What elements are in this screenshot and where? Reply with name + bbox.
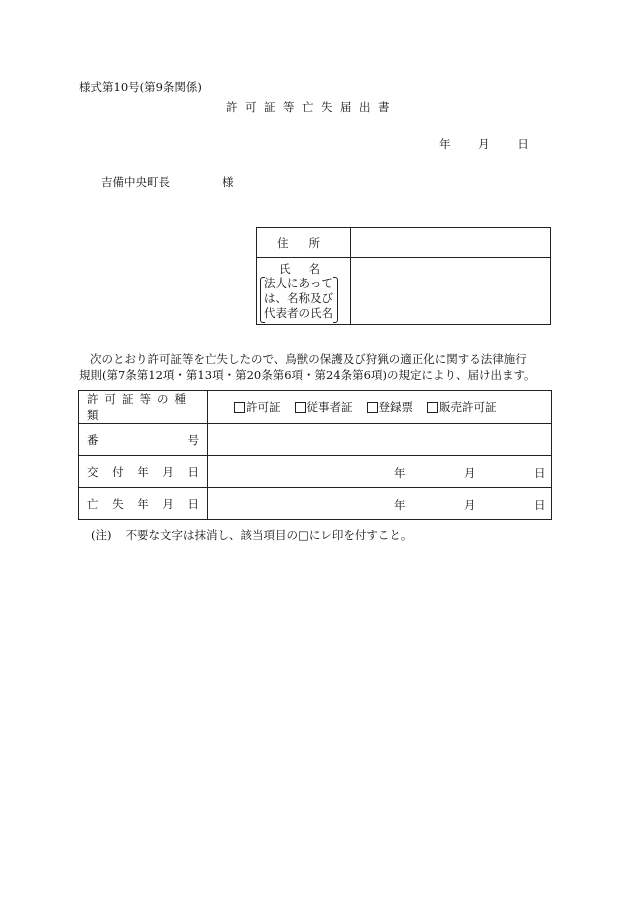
corporate-note [260,276,336,321]
issue-label-part: 月 [162,464,174,479]
addressee-name: 吉備中央町長 [101,175,170,189]
issue-label-part: 年 [137,464,149,479]
issue-day-label: 日 [534,465,546,480]
issue-label-part: 日 [187,464,199,479]
option-sales-permit[interactable] [427,399,497,415]
option-worker-cert[interactable] [295,399,353,415]
issue-label-part: 付 [112,464,124,479]
lost-label-part: 失 [112,496,124,511]
footer-note [91,528,412,542]
date-day-label: 日 [517,137,529,151]
lost-date-field[interactable] [208,488,552,520]
body-text-line-1: 次のとおり許可証等を亡失したので、鳥獣の保護及び狩猟の適正化に関する法律施行 [90,352,527,366]
issue-date-label-cell [79,456,208,488]
number-field[interactable] [208,424,552,456]
number-label-part: 番 [87,432,99,447]
permit-table [78,390,552,520]
option-label: 販売許可証 [439,400,497,414]
address-label: 住所 [257,228,351,258]
corp-note-line: 代表者の氏名 [264,306,333,320]
number-label-part: 号 [187,432,199,447]
applicant-table [256,227,551,325]
option-registration[interactable] [367,399,414,415]
option-label: 許可証 [246,400,281,414]
lost-label-part: 日 [187,496,199,511]
permit-type-options [208,391,552,424]
number-label-cell [79,424,208,456]
page-title: 許可証等亡失届出書 [226,100,397,114]
address-field[interactable] [351,228,551,258]
addressee-honorific: 様 [222,175,234,189]
date-year-label: 年 [439,137,451,151]
name-field[interactable] [351,258,551,325]
issue-label-part: 交 [87,464,99,479]
lost-date-label-cell [79,488,208,520]
name-label: 氏名 [279,262,338,276]
form-number-label: 様式第10号(第9条関係) [79,80,202,94]
lost-year-label: 年 [394,497,406,512]
option-label: 従事者証 [306,400,353,414]
checkbox-icon[interactable] [295,402,306,413]
lost-day-label: 日 [534,497,546,512]
lost-month-label: 月 [464,497,476,512]
issue-month-label: 月 [464,465,476,480]
permit-type-label-text: 許可証等の種類 [87,392,192,422]
lost-label-part: 月 [162,496,174,511]
permit-type-label-cell [79,391,208,424]
issue-year-label: 年 [394,465,406,480]
body-text-line-2: 規則(第7条第12項・第13項・第20条第6項・第24条第6項)の規定により、届け出ます。 [79,368,536,382]
corp-note-line: は、名称及び [264,291,333,305]
checkbox-icon[interactable] [367,402,378,413]
date-line [439,137,529,151]
issue-date-field[interactable] [208,456,552,488]
right-bracket [333,277,338,323]
option-label: 登録票 [378,400,413,414]
footer-note-text: 不要な文字は抹消し、該当項目の□にレ印を付すこと。 [125,528,413,542]
lost-label-part: 年 [137,496,149,511]
date-month-label: 月 [478,137,490,151]
addressee [101,175,234,189]
checkbox-icon[interactable] [427,402,438,413]
corp-note-line: 法人にあって [264,276,333,290]
checkbox-icon[interactable] [234,402,245,413]
footer-note-prefix: (注) [91,528,112,542]
lost-label-part: 亡 [87,496,99,511]
permit-type-label [87,391,199,423]
option-permit[interactable] [234,399,281,415]
name-label-cell [257,258,351,325]
left-bracket [260,277,265,323]
